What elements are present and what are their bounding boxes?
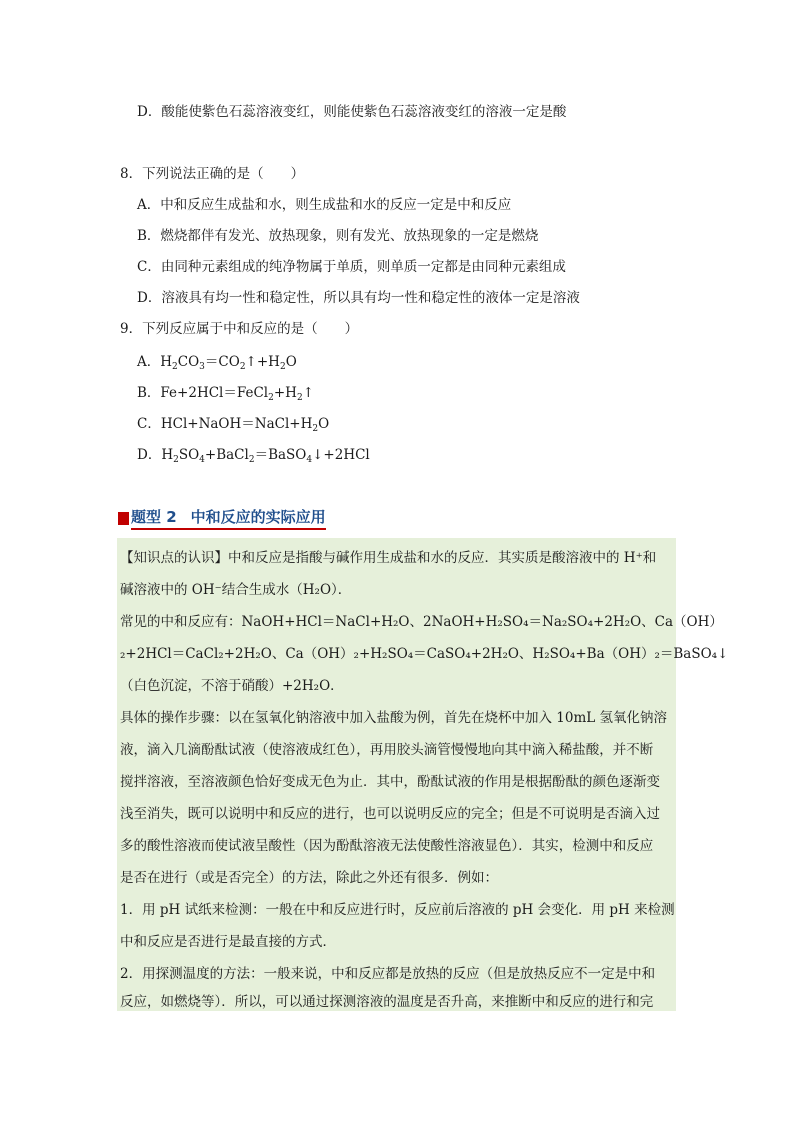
q8-option-b: B．燃烧都伴有发光、放热现象，则有发光、放热现象的一定是燃烧: [137, 228, 539, 244]
knowledge-line: 搅拌溶液，至溶液颜色恰好变成无色为止．其中，酚酞试液的作用是根据酚酞的颜色逐渐变: [120, 774, 660, 790]
q7-option-d: D．酸能使紫色石蕊溶液变红，则能使紫色石蕊溶液变红的溶液一定是酸: [137, 104, 567, 120]
knowledge-line: 【知识点的认识】中和反应是指酸与碱作用生成盐和水的反应．其实质是酸溶液中的 H⁺和: [120, 550, 657, 566]
knowledge-line: 碱溶液中的 OH⁻结合生成水（H₂O）．: [120, 582, 352, 598]
q8-option-d: D．溶液具有均一性和稳定性，所以具有均一性和稳定性的液体一定是溶液: [137, 290, 580, 306]
q9-option-a: A．$H_2CO_3=CO_2↑+H_2O$: [137, 354, 297, 372]
knowledge-line: 反应，如燃烧等）．所以，可以通过探测溶液的温度是否升高，来推断中和反应的进行和完: [120, 994, 654, 1010]
q8-stem: 8．下列说法正确的是（ ）: [120, 166, 305, 182]
knowledge-line: 浅至消失，既可以说明中和反应的进行，也可以说明反应的完全；但是不可说明是否滴入过: [120, 806, 660, 822]
q8-option-a: A．中和反应生成盐和水，则生成盐和水的反应一定是中和反应: [137, 197, 512, 213]
q9-option-d: D．$H_2SO_4+BaCl_2=BaSO_4↓+2HCl$: [137, 447, 370, 465]
knowledge-line: 是否在进行（或是否完全）的方法，除此之外还有很多．例如：: [120, 870, 498, 886]
knowledge-line: ₂+2HCl＝CaCl₂+2H₂O、Ca（OH）₂+H₂SO₄＝CaSO₄+2H₂O、H₂SO₄+Ba（OH）₂＝BaSO₄↓: [120, 646, 729, 662]
knowledge-line: （白色沉淀，不溶于硝酸）+2H₂O．: [120, 678, 344, 694]
red-square-marker: [118, 512, 129, 525]
knowledge-line: 2．用探测温度的方法：一般来说，中和反应都是放热的反应（但是放热反应不一定是中和: [120, 966, 656, 982]
q9-option-c: C．$HCl+NaOH=NaCl+H_2O$: [137, 416, 330, 434]
q9-option-b: B．$Fe+2HCl=FeCl_2+H_2↑$: [137, 385, 315, 403]
section-heading: [118, 507, 326, 529]
q9-stem: 9．下列反应属于中和反应的是（ ）: [120, 321, 359, 337]
knowledge-line: 1．用 pH 试纸来检测：一般在中和反应进行时，反应前后溶液的 pH 会变化．用 pH 来检测: [120, 902, 675, 918]
knowledge-line: 中和反应是否进行是最直接的方式．: [120, 934, 336, 950]
knowledge-line: 液，滴入几滴酚酞试液（使溶液成红色），再用胶头滴管慢慢地向其中滴入稀盐酸，并不断: [120, 742, 654, 758]
q8-option-c: C．由同种元素组成的纯净物属于单质，则单质一定都是由同种元素组成: [137, 259, 566, 275]
knowledge-line: 具体的操作步骤：以在氢氧化钠溶液中加入盐酸为例，首先在烧杯中加入 10mL 氢氧化钠溶: [120, 710, 668, 726]
knowledge-line: 常见的中和反应有：NaOH+HCl＝NaCl+H₂O、2NaOH+H₂SO₄＝Na₂SO₄+2H₂O、Ca（OH）: [120, 614, 723, 630]
section-title: 题型 2 中和反应的实际应用: [131, 506, 326, 530]
knowledge-line: 多的酸性溶液而使试液呈酸性（因为酚酞溶液无法使酸性溶液显色）．其实，检测中和反应: [120, 838, 654, 854]
